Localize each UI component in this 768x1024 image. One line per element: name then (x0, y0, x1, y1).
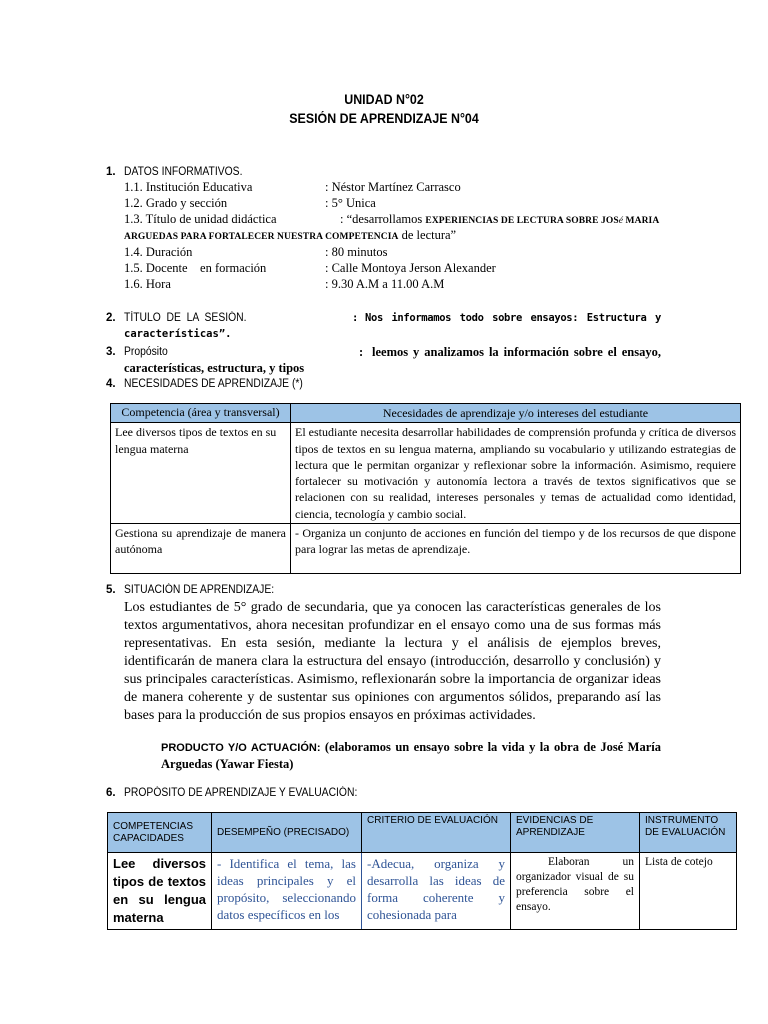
eval-cell-criterio: -Adecua, organiza y desarrolla las ideas de forma coherente y cohesionada para (362, 853, 511, 930)
needs-cell-necesidad: - Organiza un conjunto de acciones en función del tiempo y de los recursos de que dispone para lograr las metas de aprendizaje. (291, 524, 741, 574)
titulo-bold-2: ARGUEDAS PARA FORTALECER NUESTRA COMPETENCIA (124, 232, 399, 242)
info-label-duracion: 1.4. Duración (124, 245, 193, 259)
section-6-title-wrap (124, 787, 357, 799)
eval-header-desempeno: DESEMPEÑO (PRECISADO) (212, 813, 362, 853)
evaluation-table (107, 812, 737, 930)
info-label-institucion: 1.1. Institución Educativa (124, 180, 253, 194)
product-line (161, 739, 661, 772)
section-6-colon: : (354, 787, 358, 799)
purpose-value-line2: características, estructura, y tipos (124, 361, 305, 375)
table-row (111, 423, 741, 524)
eval-cell-evidencia: Elaboran un organizador visual de su preferencia sobre el ensayo. (511, 853, 640, 930)
info-value-grado: : 5° Unica (325, 196, 376, 210)
eval-cell-instrumento: Lista de cotejo (640, 853, 737, 930)
section-4-number: 4. (106, 378, 116, 390)
section-1-number: 1. (106, 166, 116, 178)
info-label-docente: 1.5. Docente en formación (124, 261, 267, 275)
eval-header-instrumento: INSTRUMENTO DE EVALUACIÓN (640, 813, 737, 853)
section-1-title: DATOS INFORMATIVOS. (124, 166, 243, 178)
eval-cell-desempeno: - Identifica el tema, las ideas principales y el propósito, seleccionando datos específicos en los (212, 853, 362, 930)
needs-table (110, 403, 741, 574)
eval-cell-competencia: Lee diversos tipos de textos en su lengua materna (108, 853, 212, 930)
info-label-hora: 1.6. Hora (124, 277, 171, 291)
titulo-bold-1b: é (618, 216, 624, 226)
info-value-titulo-unidad-line1 (340, 212, 659, 227)
section-6-number: 6. (106, 787, 116, 799)
titulo-suffix: de lectura” (398, 228, 457, 242)
section-3-title: Propósito (124, 346, 168, 358)
section-2-colon: : (352, 312, 359, 324)
needs-cell-necesidad: El estudiante necesita desarrollar habilidades de comprensión profunda y crítica de diversos tipos de textos en su lengua materna, ampliando su vocabulario y utilizando estrategias de lectura que le permitan organizar y reflexionar sobre la información. Asimismo, requiere fortalecer su motivación y autonomía lectora a través de textos significativos que se relacionen con su realidad, intereses personales y temas de actualidad como identidad, ciencia, tecnología y cambio social. (291, 423, 741, 524)
needs-header-competencia: Competencia (área y transversal) (111, 404, 291, 423)
section-2-title: TÍTULO DE LA SESIÓN. (124, 312, 247, 324)
titulo-bold-1: EXPERIENCIAS DE LECTURA SOBRE JOS (425, 216, 619, 226)
needs-cell-competencia: Gestiona su aprendizaje de manera autónoma (111, 524, 291, 574)
eval-header-competencias: COMPETENCIAS CAPACIDADES (108, 813, 212, 853)
section-5-title: SITUACIÓN DE APRENDIZAJE (124, 584, 272, 596)
needs-header-necesidades: Necesidades de aprendizaje y/o intereses del estudiante (291, 404, 741, 423)
info-value-duracion: : 80 minutos (325, 245, 388, 259)
section-5-number: 5. (106, 584, 116, 596)
table-row (111, 524, 741, 574)
eval-header-criterio: CRITERIO DE EVALUACIÓN (362, 813, 511, 853)
titulo-bold-1c: MARIA (623, 216, 660, 226)
info-value-docente: : Calle Montoya Jerson Alexander (325, 261, 496, 275)
session-title-value-line1: Nos informamos todo sobre ensayos: Estructura y (365, 312, 661, 324)
section-3-number: 3. (106, 346, 116, 358)
product-text: (elaboramos un ensayo sobre la vida y la obra de José María Arguedas (Yawar Fiesta) (161, 740, 661, 771)
section-5-colon: : (271, 584, 275, 596)
product-label: PRODUCTO Y/O ACTUACIÓN: (161, 742, 321, 754)
info-label-grado: 1.2. Grado y sección (124, 196, 228, 210)
purpose-value-line1: leemos y analizamos la información sobre el ensayo, (372, 345, 661, 359)
info-value-titulo-unidad-line2 (124, 228, 456, 243)
section-5-title-wrap (124, 584, 274, 596)
info-value-hora: : 9.30 A.M a 11.00 A.M (325, 277, 445, 291)
session-title: SESIÓN DE APRENDIZAJE N°04 (289, 111, 479, 126)
section-3-colon: : (359, 345, 364, 359)
table-row (108, 853, 737, 930)
section-2-number: 2. (106, 312, 116, 324)
info-label-titulo-unidad: 1.3. Título de unidad didáctica (124, 212, 277, 226)
titulo-prefix: : “desarrollamos (340, 212, 426, 226)
eval-header-evidencias: EVIDENCIAS DE APRENDIZAJE (511, 813, 640, 853)
info-value-institucion: : Néstor Martínez Carrasco (325, 180, 461, 194)
needs-cell-competencia: Lee diversos tipos de textos en su lengua materna (111, 423, 291, 524)
section-6-title: PROPÓSITO DE APRENDIZAJE Y EVALUACIÓN (124, 787, 355, 799)
situation-text: Los estudiantes de 5° grado de secundaria, que ya conocen las características generales de los textos argumentativos, ahora necesitan profundizar en el ensayo como una de sus formas más representativas. En esta sesión, mediante la lectura y el análisis de ejemplos breves, identificarán de manera clara la estructura del ensayo (introducción, desarrollo y conclusión) y sus principales características. Asimismo, reflexionarán sobre la importancia de organizar ideas de manera coherente y de sustentar sus opiniones con argumentos sólidos, preparando así las bases para la producción de sus propios ensayos en próximas actividades. (124, 600, 661, 723)
unit-title: UNIDAD N°02 (344, 92, 424, 107)
section-4-title: NECESIDADES DE APRENDIZAJE (*) (124, 378, 303, 390)
session-title-value-line2: características”. (124, 328, 232, 340)
